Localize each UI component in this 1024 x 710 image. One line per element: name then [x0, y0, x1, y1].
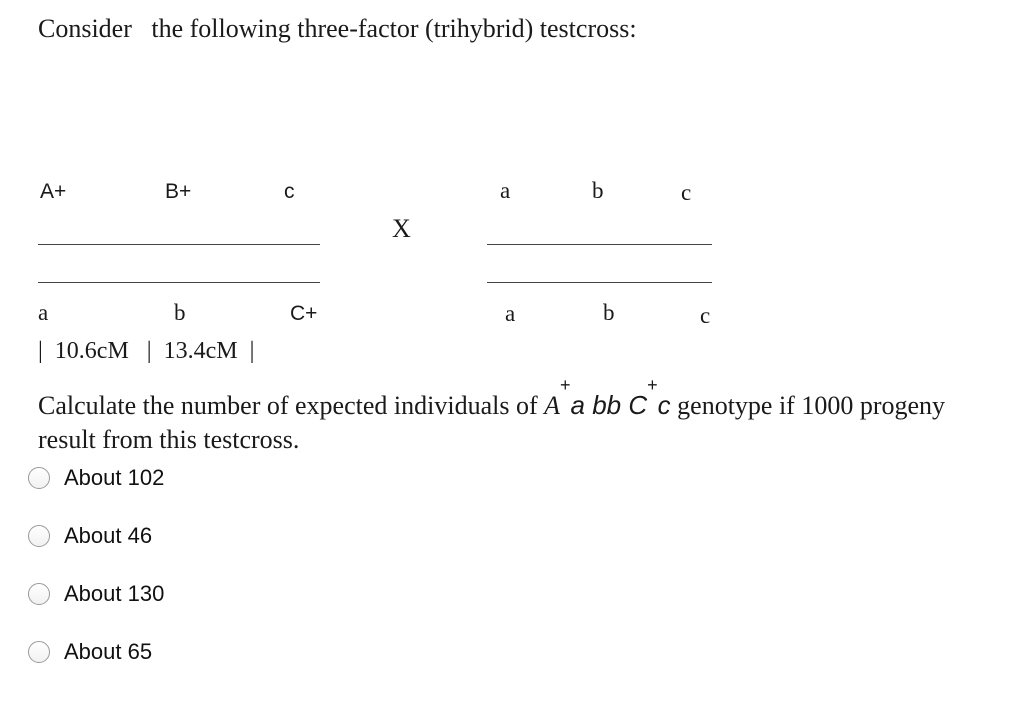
left-top-allele-c: c [284, 180, 295, 203]
option-about-46[interactable] [28, 521, 152, 551]
option-label: About 65 [64, 639, 153, 664]
right-bottom-allele-b: b [603, 300, 615, 325]
genotype-sup2: + [647, 375, 658, 395]
question-prompt [38, 375, 998, 457]
right-top-allele-a: a [500, 178, 511, 203]
option-label: About 102 [64, 465, 165, 490]
left-top-allele-a: A+ [40, 180, 67, 203]
option-about-102[interactable] [28, 463, 164, 493]
genotype-sup1: + [560, 375, 571, 395]
radio-button[interactable] [28, 525, 50, 547]
genotype-a2: a bb C [570, 390, 648, 420]
radio-button[interactable] [28, 583, 50, 605]
question-intro: Consider the following three-factor (trihybrid) testcross: [38, 14, 637, 43]
left-top-allele-b: B+ [165, 180, 192, 203]
right-chromosome-line-top [487, 244, 712, 245]
prompt-after: genotype if 1000 progeny result from this testcross. [38, 391, 946, 454]
radio-button[interactable] [28, 467, 50, 489]
genotype-a3: c [657, 390, 671, 420]
right-chromosome-line-bottom [487, 282, 712, 283]
prompt-before: Calculate the number of expected individuals of [38, 391, 545, 420]
option-label: About 130 [64, 581, 165, 606]
cross-symbol: X [392, 214, 411, 243]
left-chromosome-line-top [38, 244, 320, 245]
left-bottom-allele-a: a [38, 300, 49, 325]
left-bottom-allele-c: C+ [290, 302, 318, 325]
right-top-allele-b: b [592, 178, 604, 203]
map-distances: | 10.6cM | 13.4cM | [38, 338, 255, 364]
option-about-130[interactable] [28, 579, 164, 609]
option-label: About 46 [64, 523, 153, 548]
left-chromosome-line-bottom [38, 282, 320, 283]
genotype-a1: A [544, 391, 561, 420]
option-about-65[interactable] [28, 637, 152, 667]
right-bottom-allele-a: a [505, 301, 516, 326]
left-bottom-allele-b: b [174, 300, 186, 325]
radio-button[interactable] [28, 641, 50, 663]
right-bottom-allele-c: c [700, 303, 711, 328]
right-top-allele-c: c [681, 180, 692, 205]
